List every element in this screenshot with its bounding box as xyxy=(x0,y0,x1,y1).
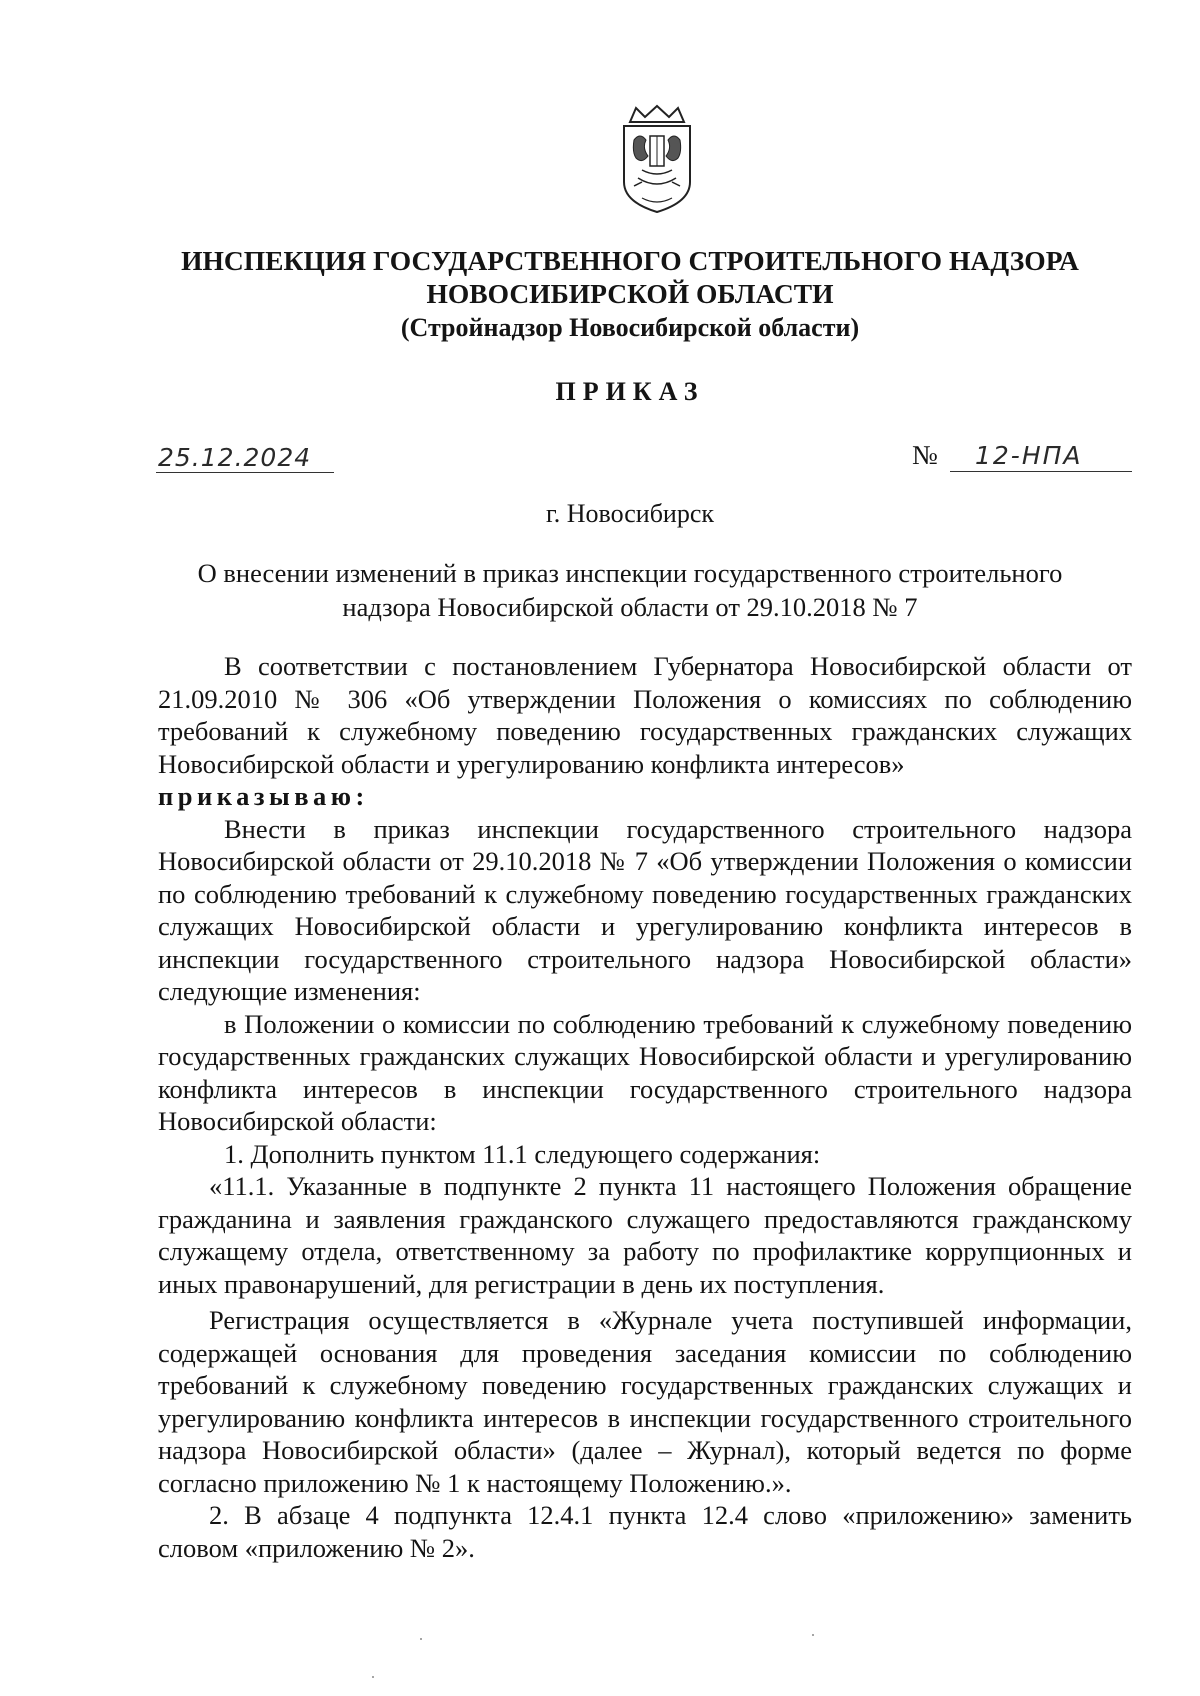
item-2: 2. В абзаце 4 подпункта 12.4.1 пункта 12.4 слово «приложению» заменить словом «приложению № 2». xyxy=(158,1500,1132,1563)
number-underline xyxy=(950,471,1132,472)
order-date: 25.12.2024 xyxy=(158,443,312,472)
city: г. Новосибирск xyxy=(545,499,715,528)
order-subject xyxy=(150,556,1110,624)
number-sign: № xyxy=(912,440,938,470)
paragraph-2: в Положении о комиссии по соблюдению требований к служебному поведению государственных гражданских служащих Новосибирской области и урегулированию конфликта интересов в инспекции государственного строительного надзора Новосибирской области: xyxy=(158,1008,1132,1136)
date-underline xyxy=(156,472,334,473)
org-short-name: (Стройнадзор Новосибирской области) xyxy=(400,313,860,342)
org-line-1: ИНСПЕКЦИЯ ГОСУДАРСТВЕННОГО СТРОИТЕЛЬНОГО НАДЗОРА xyxy=(181,245,1079,276)
coat-of-arms-icon xyxy=(612,104,702,214)
item-1-registration: Регистрация осуществляется в «Журнале учета поступившей информации, содержащей основания для проведения заседания комиссии по соблюдению требований к служебному поведению государственных гражданских служащих и урегулированию конфликта интересов в инспекции государственного строительного надзора Новосибирской области» (далее – Журнал), который ведется по форме согласно приложению № 1 к настоящему Положению.». xyxy=(158,1305,1132,1498)
org-line-2: НОВОСИБИРСКОЙ ОБЛАСТИ xyxy=(426,278,834,309)
order-body xyxy=(158,650,1132,1564)
item-1-text: «11.1. Указанные в подпункте 2 пункта 11 настоящего Положения обращение гражданина и заявления гражданского служащего предоставляются гражданскому служащему отдела, ответственному за работу по профилактике коррупционных и иных правонарушений, для регистрации в день их поступления. xyxy=(158,1171,1132,1299)
subject-line-2: надзора Новосибирской области от 29.10.2018 № 7 xyxy=(342,592,918,622)
organization-name xyxy=(150,244,1110,344)
order-word: приказываю: xyxy=(158,781,369,811)
paragraph-1: Внести в приказ инспекции государственного строительного надзора Новосибирской области от 29.10.2018 № 7 «Об утверждении Положения о комиссии по соблюдению требований к служебному поведению государственных гражданских служащих Новосибирской области и урегулированию конфликта интересов в инспекции государственного строительного надзора Новосибирской области» следующие изменения: xyxy=(158,813,1132,1006)
subject-line-1: О внесении изменений в приказ инспекции государственного строительного xyxy=(197,558,1063,588)
scan-speck xyxy=(372,1676,374,1678)
preamble: В соответствии с постановлением Губернатора Новосибирской области от 21.09.2010 № 306 «Об утверждении Положения о комиссиях по соблюдению требований к служебному поведению государственных гражданских служащих Новосибирской области и урегулированию конфликта интересов» xyxy=(158,651,1132,779)
item-1: 1. Дополнить пунктом 11.1 следующего содержания: xyxy=(224,1138,821,1169)
scan-speck xyxy=(420,1638,422,1640)
order-number: 12-НПА xyxy=(975,441,1083,470)
document-type: ПРИКАЗ xyxy=(555,377,705,406)
scan-speck xyxy=(812,1634,814,1636)
